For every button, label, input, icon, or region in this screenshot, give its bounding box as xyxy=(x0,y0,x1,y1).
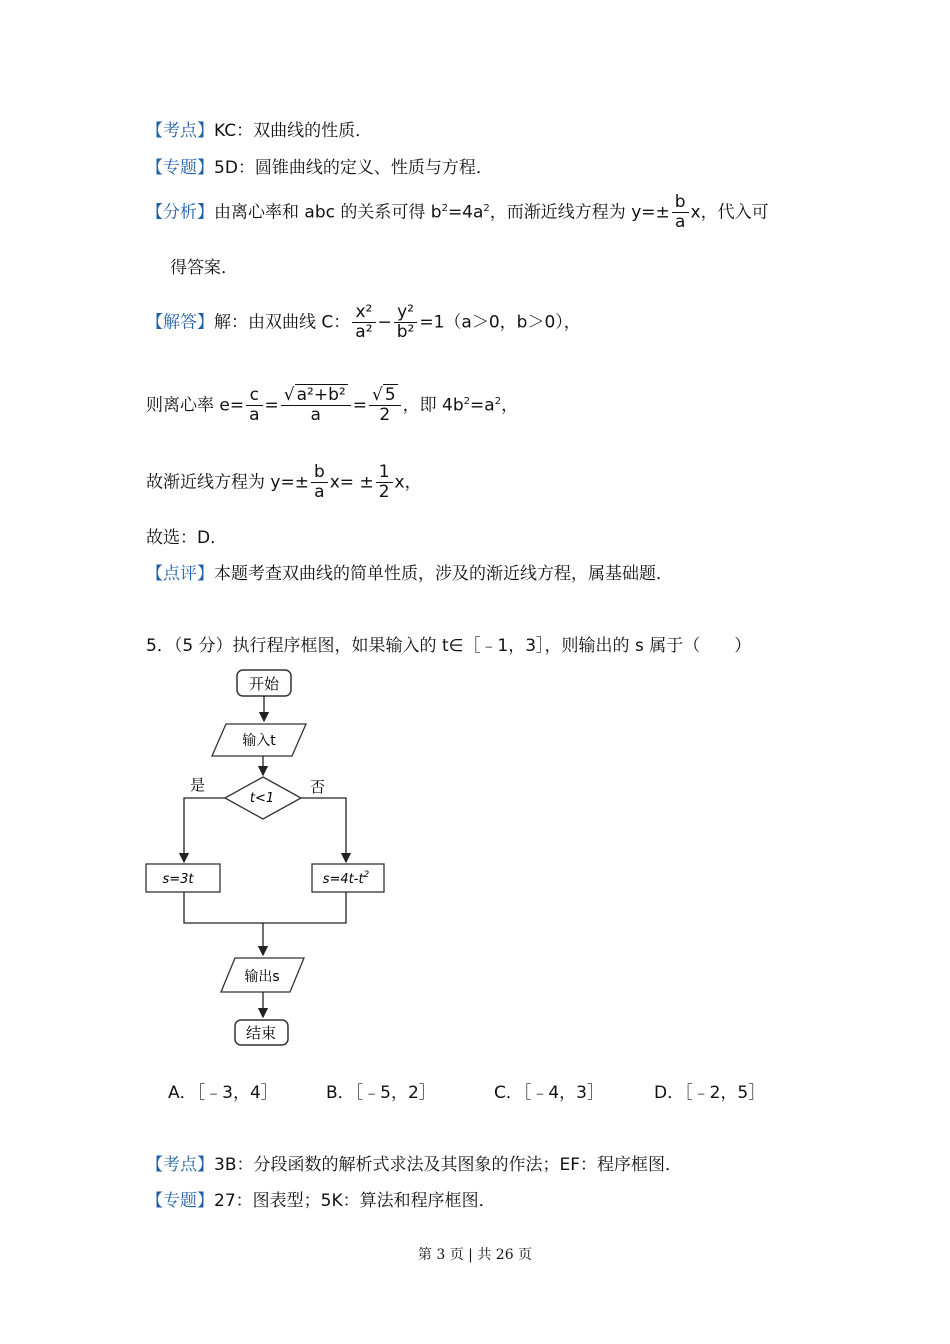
jieda-text-b: =1（a＞0，b＞0）， xyxy=(419,312,581,333)
fraction-sqrt5-over-2 xyxy=(369,386,401,425)
question-5-text: 5．（5 分）执行程序框图，如果输入的 t∈［﹣1，3］，则输出的 s 属于（ ） xyxy=(146,636,752,656)
no-branch-line xyxy=(301,798,346,862)
fenxi-text-c: ，而渐近线方程为 y=± xyxy=(489,202,670,223)
fraction-sqrt-a2b2-over-a xyxy=(281,386,351,425)
option-b: B．［﹣5，2］ xyxy=(326,1083,436,1103)
jieda-text-a: 解：由双曲线 C： xyxy=(214,312,351,333)
numerator xyxy=(281,386,351,406)
numerator: x² xyxy=(352,303,375,323)
asym-text-c: x， xyxy=(394,472,422,493)
fraction-b-over-a xyxy=(672,193,689,232)
question-5 xyxy=(146,631,751,656)
asym-text-a: 故渐近线方程为 y=± xyxy=(146,472,309,493)
denominator: a xyxy=(310,405,321,425)
denominator: a xyxy=(674,212,686,232)
output-label: 输出s xyxy=(244,969,280,985)
merge-line xyxy=(184,892,346,923)
numerator xyxy=(369,386,401,406)
fraction-b-over-a xyxy=(311,463,328,502)
yes-branch-line xyxy=(184,798,225,862)
numerator: 1 xyxy=(376,463,393,483)
process-left-label: s=3t xyxy=(162,872,194,887)
fenxi-text-a: 由离心率和 abc 的关系可得 b xyxy=(214,202,442,223)
fraction-x2-over-a2 xyxy=(352,303,375,342)
asymptote-line xyxy=(146,463,422,502)
fenxi-text-b: =4a xyxy=(447,202,484,223)
superscript: 2 xyxy=(441,202,448,214)
process-right-sup: 2 xyxy=(363,870,370,880)
option-a: A．［﹣3，4］ xyxy=(168,1083,278,1103)
denominator: 2 xyxy=(378,482,390,502)
kaodian-tag: 【考点】 xyxy=(146,121,214,141)
dianping-text: 本题考查双曲线的简单性质，涉及的渐近线方程，属基础题． xyxy=(214,564,673,584)
process-right-text: s=4t-t xyxy=(322,872,364,887)
fenxi-line xyxy=(146,193,769,232)
choose-text: 故选：D． xyxy=(146,528,228,548)
kaodian-tag: 【考点】 xyxy=(146,1155,214,1175)
ecc-text-d: ， xyxy=(501,395,519,416)
denominator: b² xyxy=(396,322,415,342)
zhuanti-line-1 xyxy=(146,153,493,178)
ecc-text-a: 则离心率 e= xyxy=(146,395,245,416)
flowchart xyxy=(140,665,400,1050)
eccentricity-line xyxy=(146,386,518,425)
sqrt-sign: √ xyxy=(371,385,383,405)
input-label: 输入t xyxy=(242,733,276,749)
denominator: a² xyxy=(355,322,373,342)
radicand: 5 xyxy=(384,385,396,405)
end-label: 结束 xyxy=(245,1024,277,1042)
zhuanti-tag: 【专题】 xyxy=(146,158,214,178)
yes-label: 是 xyxy=(190,776,206,794)
choose-line xyxy=(146,523,227,548)
superscript: 2 xyxy=(483,202,490,214)
start-label: 开始 xyxy=(248,675,280,693)
equals-sign: = xyxy=(352,395,367,416)
kaodian-line-2 xyxy=(146,1150,682,1175)
fenxi-tag: 【分析】 xyxy=(146,202,214,223)
ecc-text-c: =a xyxy=(470,395,495,416)
jieda-tag: 【解答】 xyxy=(146,312,214,333)
numerator: c xyxy=(246,386,262,406)
decision-label: t<1 xyxy=(249,791,275,806)
ecc-text-b: ，即 4b xyxy=(402,395,464,416)
option-c: C．［﹣4，3］ xyxy=(494,1083,605,1103)
process-right-label xyxy=(323,870,370,887)
asym-text-b: x= ± xyxy=(329,472,374,493)
fraction-c-over-a xyxy=(246,386,262,425)
jieda-line xyxy=(146,303,581,342)
minus-sign: − xyxy=(377,312,392,333)
radicand: a²+b² xyxy=(296,385,346,405)
dianping-line xyxy=(146,559,673,584)
no-label: 否 xyxy=(310,778,326,796)
numerator: b xyxy=(672,193,689,213)
superscript: 2 xyxy=(494,395,502,407)
kaodian-text: KC：双曲线的性质． xyxy=(214,121,373,141)
numerator: y² xyxy=(394,303,418,323)
dianping-tag: 【点评】 xyxy=(146,564,214,584)
fenxi-text-d: x，代入可 xyxy=(690,202,769,223)
superscript: 2 xyxy=(463,395,471,407)
zhuanti-text: 5D：圆锥曲线的定义、性质与方程． xyxy=(214,158,493,178)
kaodian-line-1 xyxy=(146,116,372,141)
denominator: a xyxy=(314,482,325,502)
option-d: D．［﹣2，5］ xyxy=(654,1083,766,1103)
sqrt-sign: √ xyxy=(283,385,295,405)
page-footer: 第 3 页 | 共 26 页 xyxy=(417,1247,533,1263)
numerator: b xyxy=(311,463,328,483)
denominator: a xyxy=(249,405,260,425)
zhuanti-text: 27：图表型；5K：算法和程序框图． xyxy=(214,1191,496,1211)
kaodian-text: 3B：分段函数的解析式求法及其图象的作法；EF：程序框图． xyxy=(214,1155,682,1175)
denominator: 2 xyxy=(379,405,391,425)
zhuanti-line-2 xyxy=(146,1186,496,1211)
fraction-y2-over-b2 xyxy=(394,303,418,342)
zhuanti-tag: 【专题】 xyxy=(146,1191,214,1211)
equals-sign: = xyxy=(264,395,279,416)
fenxi-cont-text: 得答案． xyxy=(170,258,238,278)
fraction-1-over-2 xyxy=(376,463,393,502)
fenxi-continuation xyxy=(170,253,238,278)
